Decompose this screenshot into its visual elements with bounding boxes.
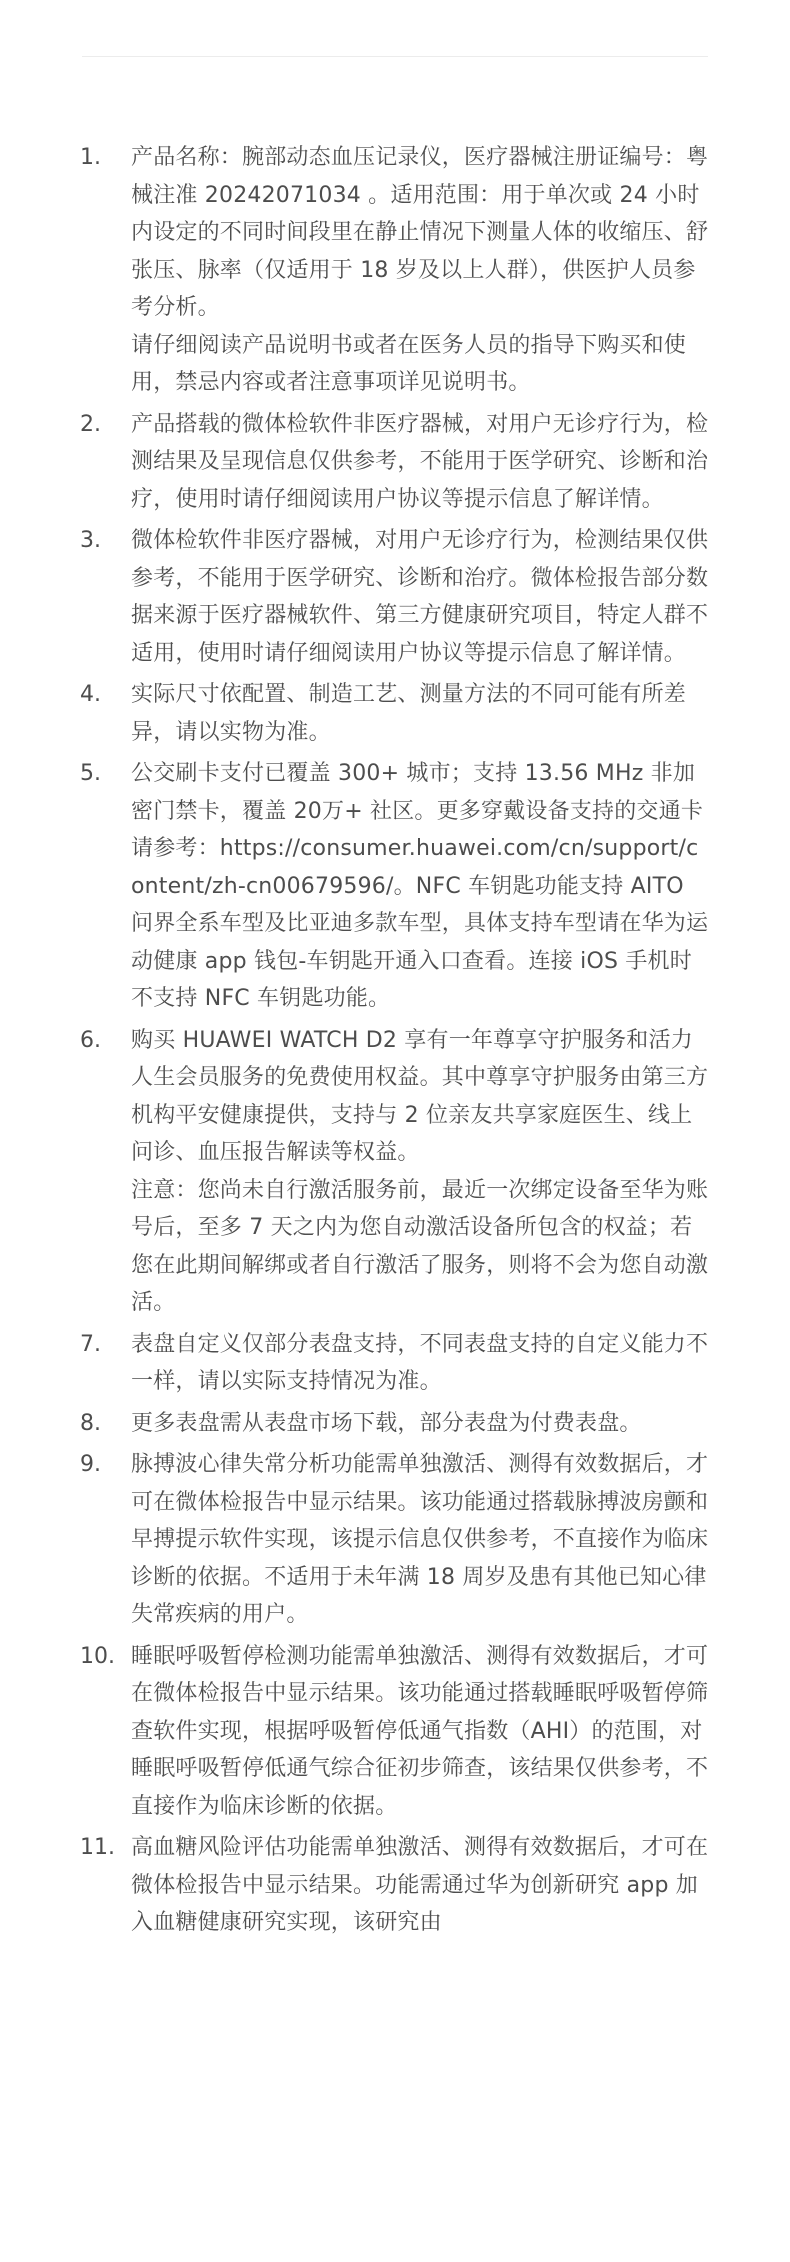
footnote-text: 公交刷卡支付已覆盖 300+ 城市；支持 13.56 MHz 非加密门禁卡，覆盖 20万+ 社区。更多穿戴设备支持的交通卡请参考：https://consumer.huawei.com/cn/support/content/zh-cn00679596/。NFC 车钥匙功能支持 AITO 问界全系车型及比亚迪多款车型，具体支持车型请在华为运动健康 app 钱包-车钥匙开通入口查看。连接 iOS 手机时不支持 NFC 车钥匙功能。 — [131, 761, 709, 1011]
footnote-item — [0, 1638, 790, 1826]
footnote-text: 脉搏波心律失常分析功能需单独激活、测得有效数据后，才可在微体检报告中显示结果。该功能通过搭载脉搏波房颤和早搏提示软件实现，该提示信息仅供参考，不直接作为临床诊断的依据。不适用于未年满 18 周岁及患有其他已知心律失常疾病的用户。 — [131, 1452, 709, 1627]
footnote-text: 购买 HUAWEI WATCH D2 享有一年尊享守护服务和活力人生会员服务的免费使用权益。其中尊享守护服务由第三方机构平安健康提供，支持与 2 位亲友共享家庭医生、线上问诊、血压报告解读等权益。 — [131, 1027, 709, 1165]
footnote-number: 1. — [80, 145, 101, 170]
footnote-number: 11. — [80, 1835, 115, 1860]
footnote-item — [0, 1829, 790, 1942]
footnote-number: 3. — [80, 528, 101, 553]
footnote-item — [0, 755, 790, 1018]
footnote-number: 5. — [80, 761, 101, 786]
footnote-number: 7. — [80, 1331, 101, 1357]
footnote-number: 6. — [80, 1027, 101, 1053]
footnote-item — [0, 522, 790, 672]
footnote-item — [0, 1326, 790, 1401]
footnote-item — [0, 139, 790, 402]
footnote-text: 请仔细阅读产品说明书或者在医务人员的指导下购买和使用，禁忌内容或者注意事项详见说明书。 — [131, 332, 687, 395]
footnote-item — [0, 1022, 790, 1322]
footnote-text: 实际尺寸依配置、制造工艺、测量方法的不同可能有所差异，请以实物为准。 — [131, 682, 687, 745]
footnote-text: 微体检软件非医疗器械，对用户无诊疗行为，检测结果仅供参考，不能用于医学研究、诊断和治疗。微体检报告部分数据来源于医疗器械软件、第三方健康研究项目，特定人群不适用，使用时请仔细阅读用户协议等提示信息了解详情。 — [131, 528, 709, 666]
footnote-item — [0, 1446, 790, 1634]
footnote-number: 9. — [80, 1452, 101, 1477]
footnote-item — [0, 1405, 790, 1443]
footnotes-list — [0, 139, 790, 1946]
footnote-text: 高血糖风险评估功能需单独激活、测得有效数据后，才可在微体检报告中显示结果。功能需通过华为创新研究 app 加入血糖健康研究实现，该研究由 — [131, 1835, 709, 1935]
footnote-text: 注意：您尚未自行激活服务前，最近一次绑定设备至华为账号后，至多 7 天之内为您自动激活设备所包含的权益；若您在此期间解绑或者自行激活了服务，则将不会为您自动激活。 — [131, 1177, 709, 1315]
footnote-text: 更多表盘需从表盘市场下载，部分表盘为付费表盘。 — [131, 1410, 642, 1436]
footnote-number: 2. — [80, 411, 101, 437]
footnote-text: 产品搭载的微体检软件非医疗器械，对用户无诊疗行为，检测结果及呈现信息仅供参考，不能用于医学研究、诊断和治疗，使用时请仔细阅读用户协议等提示信息了解详情。 — [131, 411, 709, 512]
footnote-text: 睡眠呼吸暂停检测功能需单独激活、测得有效数据后，才可在微体检报告中显示结果。该功能通过搭载睡眠呼吸暂停筛查软件实现，根据呼吸暂停低通气指数（AHI）的范围，对睡眠呼吸暂停低通气综合征初步筛查，该结果仅供参考，不直接作为临床诊断的依据。 — [131, 1643, 709, 1819]
footnote-item — [0, 676, 790, 751]
footnote-number: 10. — [80, 1643, 115, 1669]
footnote-item — [0, 406, 790, 519]
top-divider — [82, 56, 708, 57]
footnote-number: 4. — [80, 682, 101, 707]
footnote-number: 8. — [80, 1410, 101, 1436]
footnote-text: 表盘自定义仅部分表盘支持，不同表盘支持的自定义能力不一样，请以实际支持情况为准。 — [131, 1331, 709, 1394]
footnote-text: 产品名称：腕部动态血压记录仪，医疗器械注册证编号：粤械注准 20242071034 。适用范围：用于单次或 24 小时内设定的不同时间段里在静止情况下测量人体的收缩压、舒张压、脉率（仅适用于 18 岁及以上人群），供医护人员参考分析。 — [131, 145, 709, 320]
